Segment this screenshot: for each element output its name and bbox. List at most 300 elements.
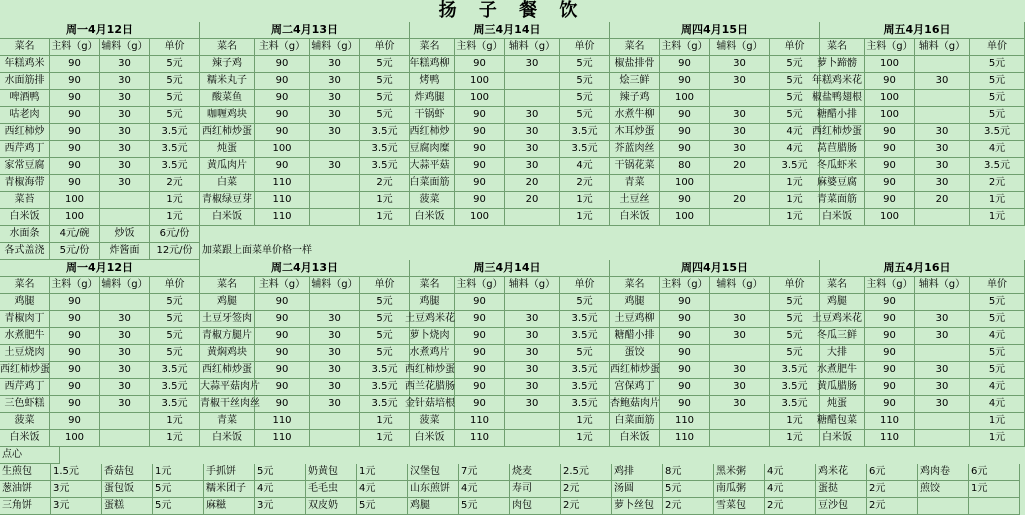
dish-name: 菠菜 (0, 413, 50, 430)
dish-weight (100, 413, 150, 430)
dish-weight: 110 (255, 413, 310, 430)
dish-name: 糖醋小排 (610, 328, 660, 345)
snack-price: 5元 (357, 498, 408, 515)
dish-name: 西红柿炒蛋 (810, 124, 865, 141)
dish-weight: 20 (710, 158, 770, 175)
dish-weight: 30 (710, 362, 770, 379)
dish-name: 水煮牛柳 (610, 107, 660, 124)
dish-weight: 90 (865, 328, 915, 345)
dish-price: 2元 (560, 175, 610, 192)
dish-weight (310, 141, 360, 158)
dish-price: 4元 (770, 124, 820, 141)
snack-price: 1元 (357, 464, 408, 481)
column-header: 主料（g） (660, 277, 710, 294)
dish-weight: 30 (505, 107, 560, 124)
day-header: 周二4月13日 (200, 260, 410, 277)
snack-name: 生煎包 (0, 464, 51, 481)
dish-name: 萝卜蹄髈 (810, 56, 865, 73)
dish-name: 白米饭 (405, 209, 455, 226)
dish-price: 4元 (560, 158, 610, 175)
dish-price: 5元 (770, 311, 820, 328)
column-header: 主料（g） (50, 277, 100, 294)
dish-weight: 30 (100, 73, 150, 90)
dish-name: 鸡腿 (200, 294, 255, 311)
dish-weight: 30 (505, 141, 560, 158)
dish-price: 3.5元 (360, 362, 410, 379)
dish-weight (310, 175, 360, 192)
dish-name: 白米饭 (200, 209, 255, 226)
dish-weight: 90 (455, 311, 505, 328)
dish-name: 白米饭 (200, 430, 255, 447)
dish-name: 烩三鲜 (610, 73, 660, 90)
dish-weight: 30 (310, 56, 360, 73)
dish-price: 4元 (970, 379, 1025, 396)
snack-name: 香菇包 (102, 464, 153, 481)
dish-name: 杏鲍菇肉片 (610, 396, 660, 413)
column-header: 单价 (970, 39, 1025, 56)
snack-price: 7元 (459, 464, 510, 481)
dish-price: 2元 (360, 175, 410, 192)
dish-name: 干锅虾 (405, 107, 455, 124)
dish-weight: 30 (505, 379, 560, 396)
snack-price: 3元 (51, 498, 102, 515)
dish-weight: 90 (660, 311, 710, 328)
dish-name: 椒盐排骨 (610, 56, 660, 73)
dish-weight: 90 (660, 362, 710, 379)
dish-weight: 90 (455, 379, 505, 396)
dish-weight: 30 (100, 56, 150, 73)
dish-name: 西芹鸡丁 (0, 141, 50, 158)
column-header: 单价 (150, 39, 200, 56)
dish-price: 5元 (970, 107, 1025, 124)
dish-weight: 100 (660, 209, 710, 226)
dish-name: 青椒肉丁 (0, 311, 50, 328)
dish-weight: 30 (505, 396, 560, 413)
day-header: 周一4月12日 (0, 260, 200, 277)
dish-name: 鸡腿 (810, 294, 865, 311)
dish-name: 蛋饺 (610, 345, 660, 362)
column-header: 辅料（g） (310, 39, 360, 56)
column-header: 辅料（g） (915, 277, 970, 294)
dish-price: 5元 (150, 107, 200, 124)
snack-price (969, 498, 1020, 515)
dish-weight: 90 (255, 158, 310, 175)
dish-price: 1元 (770, 430, 820, 447)
dish-weight: 30 (710, 56, 770, 73)
snack-price: 2元 (765, 498, 816, 515)
snack-name: 汤圆 (612, 481, 663, 498)
snack-price: 5元 (153, 481, 204, 498)
snack-name: 麻糍 (204, 498, 255, 515)
dish-weight: 110 (255, 209, 310, 226)
dish-name: 白米饭 (810, 209, 865, 226)
dish-price: 3.5元 (360, 124, 410, 141)
dish-price: 5元 (770, 73, 820, 90)
dish-weight: 110 (660, 413, 710, 430)
dish-name: 青椒方腿片 (200, 328, 255, 345)
dish-weight (100, 192, 150, 209)
dish-weight: 90 (255, 345, 310, 362)
dish-name: 水面筋排 (0, 73, 50, 90)
dish-price: 1元 (150, 209, 200, 226)
dish-weight: 30 (915, 141, 970, 158)
note-text (200, 226, 400, 243)
dish-price: 5元 (770, 328, 820, 345)
dish-price: 1元 (360, 192, 410, 209)
dish-price: 3.5元 (560, 396, 610, 413)
dish-weight: 90 (865, 124, 915, 141)
dish-weight (710, 430, 770, 447)
dish-price: 1元 (770, 413, 820, 430)
dish-weight: 30 (100, 107, 150, 124)
dish-name: 咖喱鸡块 (200, 107, 255, 124)
dish-weight: 90 (455, 192, 505, 209)
dish-price: 5元 (970, 345, 1025, 362)
snack-price: 2元 (561, 481, 612, 498)
snack-name: 鸡腿 (408, 498, 459, 515)
dish-price: 5元 (150, 90, 200, 107)
dish-weight: 30 (710, 124, 770, 141)
dish-name: 炸鸡腿 (405, 90, 455, 107)
dish-weight: 30 (710, 379, 770, 396)
column-header: 辅料（g） (915, 39, 970, 56)
dish-weight (915, 294, 970, 311)
dish-price: 3.5元 (360, 158, 410, 175)
dish-weight: 90 (255, 379, 310, 396)
column-header: 辅料（g） (310, 277, 360, 294)
dish-name: 菜苔 (0, 192, 50, 209)
dish-weight: 30 (310, 311, 360, 328)
dish-price: 1元 (970, 209, 1025, 226)
extra-item: 12元/份 (150, 243, 200, 260)
dish-price: 3.5元 (560, 311, 610, 328)
dish-weight: 30 (310, 345, 360, 362)
dish-price: 3.5元 (560, 141, 610, 158)
dish-weight (100, 430, 150, 447)
dish-weight: 30 (310, 73, 360, 90)
dish-price: 5元 (360, 294, 410, 311)
dish-name: 冬瓜三鲜 (810, 328, 865, 345)
dish-name: 糖醋包菜 (810, 413, 865, 430)
dish-price: 5元 (970, 311, 1025, 328)
dish-weight (505, 430, 560, 447)
dish-weight: 30 (915, 175, 970, 192)
dish-weight (710, 209, 770, 226)
dish-weight: 30 (100, 141, 150, 158)
snack-name: 双皮奶 (306, 498, 357, 515)
dish-weight: 90 (660, 124, 710, 141)
extra-item: 各式盖浇 (0, 243, 50, 260)
dish-weight: 90 (50, 413, 100, 430)
extra-item: 5元/份 (50, 243, 100, 260)
dish-price: 5元 (560, 90, 610, 107)
column-header: 主料（g） (865, 277, 915, 294)
column-header: 主料（g） (50, 39, 100, 56)
snack-name: 蛋挞 (816, 481, 867, 498)
dish-weight: 90 (455, 328, 505, 345)
snack-name: 煎饺 (918, 481, 969, 498)
dish-weight: 90 (255, 311, 310, 328)
snack-name: 鸡米花 (816, 464, 867, 481)
column-header: 辅料（g） (100, 39, 150, 56)
snack-price: 2元 (867, 481, 918, 498)
dish-name: 土豆牙签肉 (200, 311, 255, 328)
dish-weight: 110 (660, 430, 710, 447)
dish-weight: 30 (710, 311, 770, 328)
dish-weight: 90 (50, 124, 100, 141)
dish-weight (710, 345, 770, 362)
dish-weight: 90 (50, 379, 100, 396)
dish-name: 土豆鸡柳 (610, 311, 660, 328)
dish-weight: 90 (660, 396, 710, 413)
dish-weight (915, 345, 970, 362)
dish-weight (915, 413, 970, 430)
dish-weight: 90 (50, 141, 100, 158)
dish-price: 1元 (360, 430, 410, 447)
dish-name: 青椒绿豆芽 (200, 192, 255, 209)
dish-name: 鸡腿 (405, 294, 455, 311)
dish-weight: 30 (505, 124, 560, 141)
dish-price: 4元 (970, 396, 1025, 413)
day-header: 周四4月15日 (610, 22, 820, 39)
column-header: 主料（g） (455, 277, 505, 294)
dish-name: 西兰花腊肠 (405, 379, 455, 396)
snack-name: 山东煎饼 (408, 481, 459, 498)
dish-price: 2元 (970, 175, 1025, 192)
dish-weight: 30 (100, 328, 150, 345)
dish-weight: 30 (710, 396, 770, 413)
dish-weight: 90 (865, 362, 915, 379)
dish-weight: 90 (660, 73, 710, 90)
dish-weight (505, 294, 560, 311)
dish-price: 5元 (770, 107, 820, 124)
dish-weight (310, 192, 360, 209)
dish-weight: 110 (255, 175, 310, 192)
dish-weight: 30 (915, 362, 970, 379)
dish-name: 干锅花菜 (610, 158, 660, 175)
snack-name: 豆沙包 (816, 498, 867, 515)
dish-weight: 30 (710, 328, 770, 345)
dish-name: 麻婆豆腐 (810, 175, 865, 192)
dish-price: 1元 (150, 192, 200, 209)
dish-weight: 90 (455, 56, 505, 73)
column-header: 菜名 (0, 39, 50, 56)
dish-weight: 90 (660, 192, 710, 209)
snack-name: 南瓜粥 (714, 481, 765, 498)
dish-name: 莴苣腊肠 (810, 141, 865, 158)
dish-name: 西红柿炒蛋 (200, 124, 255, 141)
dish-weight: 30 (310, 396, 360, 413)
dish-name: 黄瓜肉片 (200, 158, 255, 175)
dish-weight: 100 (50, 209, 100, 226)
column-header: 单价 (770, 39, 820, 56)
dish-name: 菠菜 (405, 192, 455, 209)
dish-name: 青菜面筋 (810, 192, 865, 209)
dish-weight: 80 (660, 158, 710, 175)
dish-weight (915, 430, 970, 447)
dish-price: 3.5元 (970, 124, 1025, 141)
dish-price: 5元 (150, 56, 200, 73)
dish-price: 1元 (560, 209, 610, 226)
dish-weight (915, 107, 970, 124)
dish-weight: 30 (505, 328, 560, 345)
dish-weight: 30 (505, 345, 560, 362)
dish-price: 1元 (560, 413, 610, 430)
dish-name: 西红柿炒 (405, 124, 455, 141)
dish-weight: 30 (100, 362, 150, 379)
dish-weight: 20 (505, 192, 560, 209)
dish-price: 3.5元 (150, 396, 200, 413)
dish-weight: 30 (100, 90, 150, 107)
dish-weight: 30 (310, 362, 360, 379)
snack-name: 烧麦 (510, 464, 561, 481)
snack-name: 鸡排 (612, 464, 663, 481)
dish-weight: 90 (865, 175, 915, 192)
dish-price: 5元 (360, 73, 410, 90)
dish-price: 3.5元 (770, 158, 820, 175)
snack-name (918, 498, 969, 515)
snack-price: 2元 (663, 498, 714, 515)
snack-name: 蛋糕 (102, 498, 153, 515)
dish-weight: 30 (915, 379, 970, 396)
snack-name: 萝卜丝包 (612, 498, 663, 515)
column-header: 菜名 (405, 277, 455, 294)
dish-price: 5元 (770, 56, 820, 73)
dish-weight: 90 (455, 345, 505, 362)
dish-weight: 30 (310, 90, 360, 107)
dish-weight (505, 413, 560, 430)
snack-price: 5元 (663, 481, 714, 498)
dish-price: 3.5元 (150, 362, 200, 379)
column-header: 主料（g） (660, 39, 710, 56)
dish-price: 3.5元 (150, 124, 200, 141)
column-header: 辅料（g） (710, 277, 770, 294)
day-header: 周三4月14日 (405, 22, 610, 39)
dish-price: 5元 (970, 294, 1025, 311)
dish-weight: 30 (100, 396, 150, 413)
dish-price: 4元 (970, 141, 1025, 158)
dish-name: 黄焖鸡块 (200, 345, 255, 362)
dish-weight: 90 (455, 396, 505, 413)
dish-weight (710, 413, 770, 430)
dish-weight: 30 (505, 56, 560, 73)
dish-weight: 100 (50, 430, 100, 447)
dish-weight: 30 (915, 396, 970, 413)
dish-name: 青椒干丝肉丝 (200, 396, 255, 413)
snack-name: 汉堡包 (408, 464, 459, 481)
dish-weight: 90 (50, 73, 100, 90)
snack-name: 三角饼 (0, 498, 51, 515)
dish-weight: 30 (915, 124, 970, 141)
dish-weight: 90 (50, 362, 100, 379)
dish-name: 酸菜鱼 (200, 90, 255, 107)
dish-name: 椒盐鸭翅根 (810, 90, 865, 107)
dish-weight: 90 (50, 56, 100, 73)
dish-weight: 100 (255, 141, 310, 158)
dish-name: 西红柿炒蛋 (405, 362, 455, 379)
dish-weight: 30 (100, 311, 150, 328)
dish-price: 2元 (150, 175, 200, 192)
column-header: 菜名 (0, 277, 50, 294)
dish-price: 4元 (970, 328, 1025, 345)
dish-name: 土豆烧肉 (0, 345, 50, 362)
dish-price: 3.5元 (360, 396, 410, 413)
column-header: 辅料（g） (505, 39, 560, 56)
dish-price: 5元 (150, 294, 200, 311)
dish-name: 白米饭 (0, 209, 50, 226)
dish-name: 咕老肉 (0, 107, 50, 124)
snack-price: 2元 (867, 498, 918, 515)
dish-weight: 90 (50, 107, 100, 124)
dish-name: 鸡腿 (610, 294, 660, 311)
dish-weight (505, 209, 560, 226)
dish-weight: 90 (255, 294, 310, 311)
dish-weight: 90 (255, 56, 310, 73)
dish-name: 年糕鸡米 (0, 56, 50, 73)
dish-weight: 90 (455, 107, 505, 124)
dish-weight: 100 (660, 175, 710, 192)
dish-name: 家常豆腐 (0, 158, 50, 175)
dish-weight: 90 (865, 294, 915, 311)
dish-weight: 90 (50, 90, 100, 107)
dish-weight: 100 (865, 56, 915, 73)
dish-weight: 30 (310, 158, 360, 175)
sheet-title: 扬 子 餐 饮 (438, 0, 586, 21)
dish-name: 菠菜 (405, 413, 455, 430)
day-header: 周一4月12日 (0, 22, 200, 39)
snack-name: 寿司 (510, 481, 561, 498)
dish-price: 5元 (360, 345, 410, 362)
dish-weight (505, 73, 560, 90)
dish-price: 3.5元 (560, 379, 610, 396)
dish-name: 青椒海带 (0, 175, 50, 192)
dish-weight: 100 (455, 209, 505, 226)
dish-weight: 30 (710, 107, 770, 124)
snack-price: 3元 (255, 498, 306, 515)
dish-weight: 30 (505, 311, 560, 328)
column-header: 主料（g） (255, 39, 310, 56)
dish-price: 3.5元 (560, 124, 610, 141)
dish-price: 1元 (970, 192, 1025, 209)
dish-weight: 90 (255, 90, 310, 107)
column-header: 菜名 (810, 39, 865, 56)
dish-weight: 20 (505, 175, 560, 192)
dish-name: 芥蓝肉丝 (610, 141, 660, 158)
dish-name: 炖蛋 (200, 141, 255, 158)
dish-weight (915, 90, 970, 107)
dish-weight (100, 294, 150, 311)
snack-name: 奶黄包 (306, 464, 357, 481)
snack-price: 6元 (969, 464, 1020, 481)
column-header: 辅料（g） (710, 39, 770, 56)
dish-price: 5元 (150, 328, 200, 345)
dish-weight: 90 (255, 73, 310, 90)
snack-price: 5元 (255, 464, 306, 481)
dish-weight: 90 (50, 396, 100, 413)
dish-price: 3.5元 (560, 328, 610, 345)
dish-weight: 90 (455, 141, 505, 158)
column-header: 单价 (970, 277, 1025, 294)
dish-weight (505, 90, 560, 107)
dish-weight: 30 (915, 328, 970, 345)
extra-item: 炒饭 (100, 226, 150, 243)
column-header: 菜名 (200, 39, 255, 56)
dish-price: 5元 (150, 345, 200, 362)
dish-price: 3.5元 (360, 141, 410, 158)
day-header: 周四4月15日 (610, 260, 820, 277)
column-header: 单价 (360, 277, 410, 294)
dish-price: 5元 (770, 90, 820, 107)
